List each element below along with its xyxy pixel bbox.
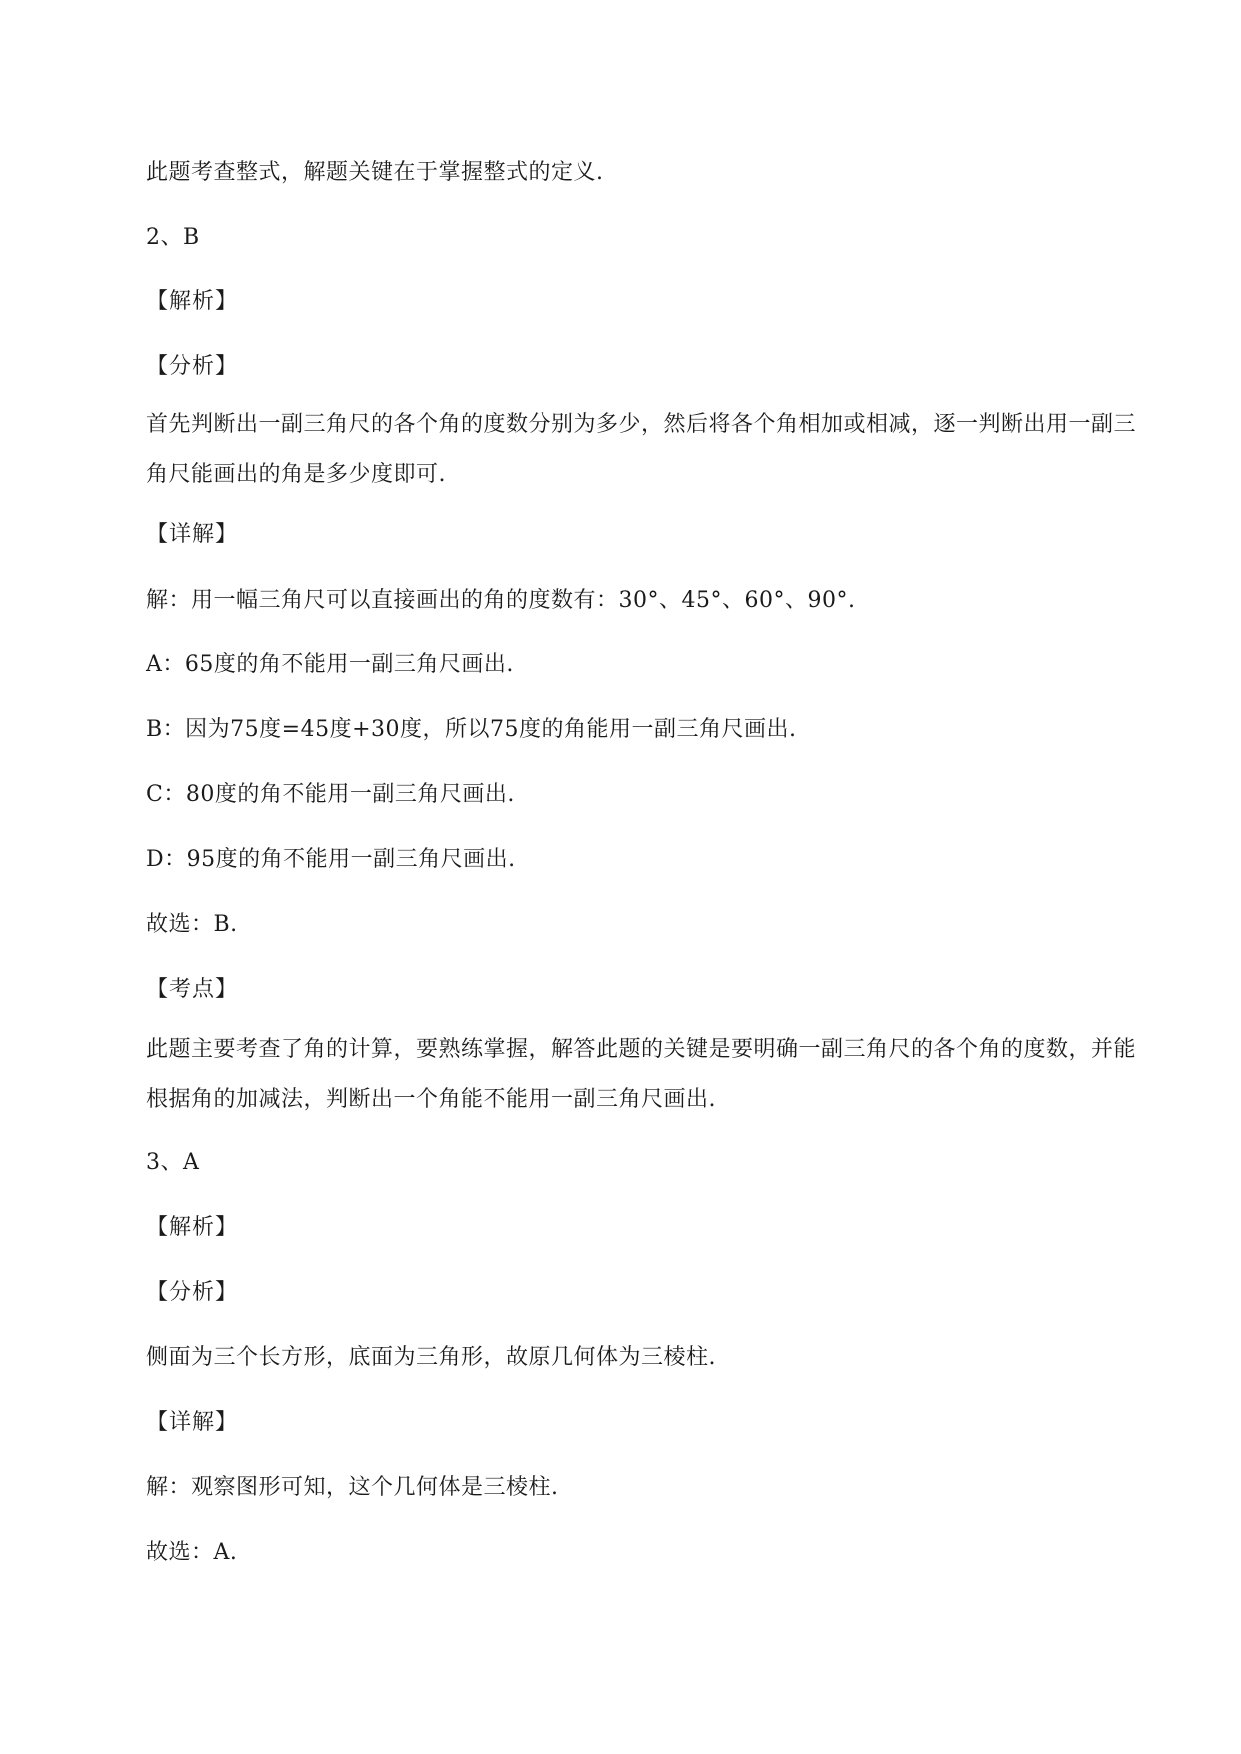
section-heading-kaodian: 【考点】 [146, 977, 239, 1002]
section-heading-fenxi-2: 【分析】 [146, 1280, 239, 1305]
section-heading-jiexi-2: 【解析】 [146, 1215, 239, 1240]
section-heading-xiangjie-2: 【详解】 [146, 1410, 239, 1435]
paragraph-detail-3: 解：观察图形可知，这个几何体是三棱柱. [146, 1475, 559, 1500]
section-heading-fenxi: 【分析】 [146, 354, 239, 379]
answer-2: 2、B [146, 225, 200, 250]
section-heading-xiangjie: 【详解】 [146, 522, 239, 547]
option-d-line: D：95度的角不能用一副三角尺画出. [146, 847, 516, 872]
paragraph-analysis-2: 首先判断出一副三角尺的各个角的度数分别为多少，然后将各个角相加或相减，逐一判断出用一副三角尺能画出的角是多少度即可. [146, 412, 1137, 487]
paragraph-analysis-3: 侧面为三个长方形，底面为三角形，故原几何体为三棱柱. [146, 1345, 716, 1370]
option-c-line: C：80度的角不能用一副三角尺画出. [146, 782, 515, 807]
paragraph-summary-1: 此题考查整式，解题关键在于掌握整式的定义. [146, 160, 604, 185]
choice-line-3: 故选：A. [146, 1540, 238, 1565]
choice-line-2: 故选：B. [146, 912, 238, 937]
answer-3: 3、A [146, 1150, 200, 1175]
option-a-line: A：65度的角不能用一副三角尺画出. [146, 652, 514, 677]
paragraph-detail-intro: 解：用一幅三角尺可以直接画出的角的度数有：30°、45°、60°、90°. [146, 588, 856, 613]
paragraph-kaodian: 此题主要考查了角的计算，要熟练掌握，解答此题的关键是要明确一副三角尺的各个角的度数，并能根据角的加减法，判断出一个角能不能用一副三角尺画出. [146, 1037, 1137, 1112]
section-heading-jiexi: 【解析】 [146, 289, 239, 314]
option-b-line: B：因为75度=45度+30度，所以75度的角能用一副三角尺画出. [146, 717, 797, 742]
